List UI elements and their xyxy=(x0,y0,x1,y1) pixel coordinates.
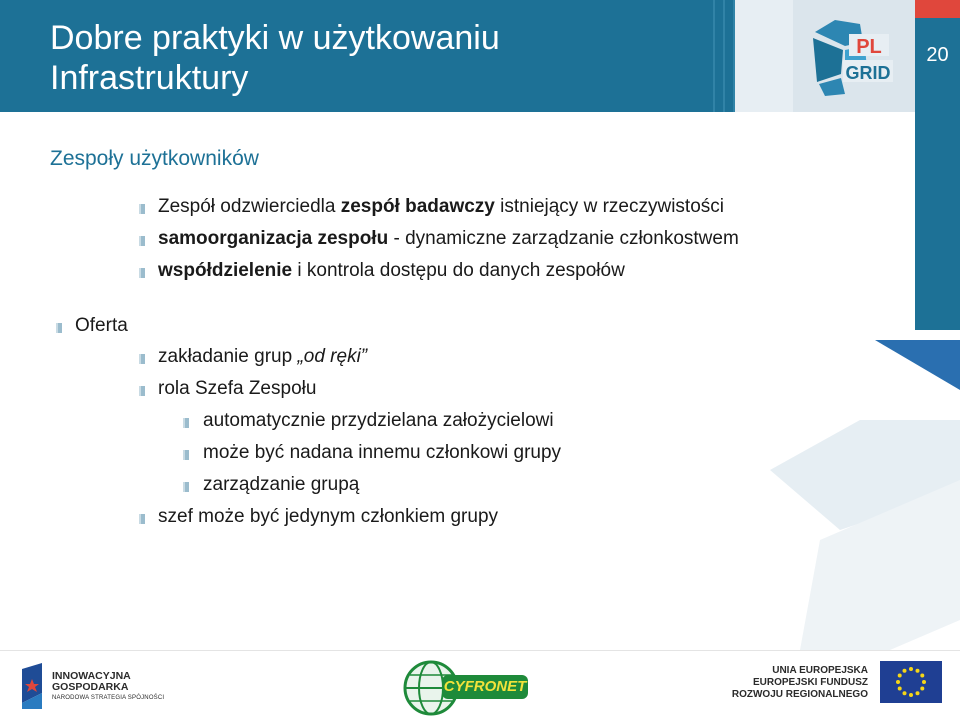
bullet-marker xyxy=(183,482,189,492)
bullet-marker xyxy=(139,204,145,214)
bullet-marker xyxy=(183,450,189,460)
cyfronet-logo: CYFRONET xyxy=(442,675,528,699)
bullet-marker xyxy=(139,386,145,396)
plgrid-logo-area xyxy=(735,0,915,112)
innowacyjna-gospodarka-text: INNOWACYJNA GOSPODARKA xyxy=(52,670,131,693)
plgrid-pl-text: PL xyxy=(856,36,882,58)
section-subtitle: Zespoły użytkowników xyxy=(50,147,259,170)
header-stripes xyxy=(705,0,735,112)
footer-logos xyxy=(0,650,960,720)
bullet-team-reflects: Zespół odzwierciedla zespół badawczy istniejący w rzeczywistości xyxy=(158,196,724,217)
bullet-sharing: współdzielenie i kontrola dostępu do danych zespołów xyxy=(158,260,625,281)
bullet-create-groups: zakładanie grup „od ręki” xyxy=(158,346,368,367)
bullet-marker xyxy=(139,514,145,524)
eu-fund-text: UNIA EUROPEJSKA EUROPEJSKI FUNDUSZ ROZWOJU REGIONALNEGO xyxy=(731,665,868,700)
bullet-marker xyxy=(139,354,145,364)
bullet-group-management: zarządzanie grupą xyxy=(203,474,360,495)
bullet-marker xyxy=(139,268,145,278)
slide-title xyxy=(50,18,500,98)
bullet-offer: Oferta xyxy=(75,315,128,336)
title-line-1: Dobre praktyki w użytkowaniu xyxy=(50,19,500,57)
plgrid-grid-text: GRID xyxy=(845,63,891,83)
innowacyjna-gospodarka-logo-icon xyxy=(18,663,46,709)
title-line-2: Infrastruktury xyxy=(50,59,249,97)
slide-number: 20 xyxy=(926,44,949,66)
bullet-can-be-given: może być nadana innemu członkowi grupy xyxy=(203,442,562,463)
eu-flag-icon xyxy=(880,661,942,703)
bullet-marker xyxy=(183,418,189,428)
bullet-team-lead-role: rola Szefa Zespołu xyxy=(158,378,317,399)
bullet-marker xyxy=(56,323,62,333)
decorative-shapes xyxy=(740,330,960,650)
bullet-self-organization: samoorganizacja zespołu - dynamiczne zarządzanie członkostwem xyxy=(158,228,739,249)
bullet-lead-only-member: szef może być jedynym członkiem grupy xyxy=(158,506,499,527)
strategy-caption: NARODOWA STRATEGIA SPÓJNOŚCI xyxy=(52,695,165,701)
bullet-marker xyxy=(139,236,145,246)
red-accent xyxy=(915,0,960,18)
plgrid-logo xyxy=(805,12,895,102)
bullet-auto-assigned: automatycznie przydzielana założycielowi xyxy=(203,410,554,431)
